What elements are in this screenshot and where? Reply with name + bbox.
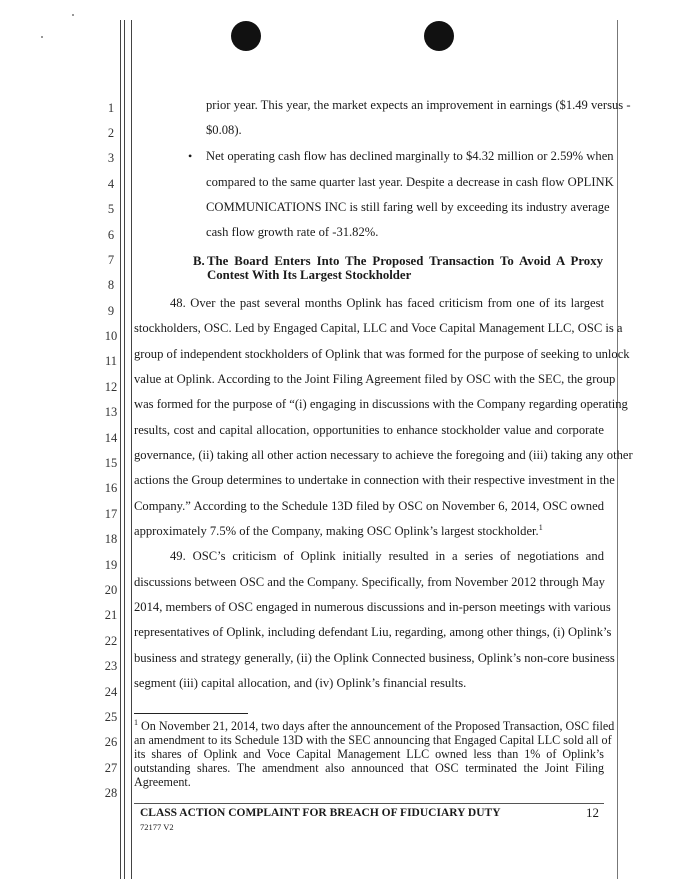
- line-number: 12: [104, 380, 118, 394]
- footnote-line: an amendment to its Schedule 13D with the SEC announcing that Engaged Capital LLC sold all of: [134, 733, 612, 747]
- line-number: 14: [104, 431, 118, 445]
- bullet-marker: •: [188, 149, 193, 163]
- line-number: 9: [107, 304, 115, 318]
- line-number: 17: [104, 507, 118, 521]
- left-margin-rule-outer: [120, 20, 121, 879]
- footnote-line: its shares of Oplink and Voce Capital Management LLC owned less than 1% of Oplink’s: [134, 747, 604, 761]
- footnote-line: $^1$ On November 21, 2014, two days after the announcement of the Proposed Transaction, OSC filed: [134, 717, 615, 733]
- footnote-separator: [134, 713, 248, 714]
- line-number: 20: [104, 583, 118, 597]
- line-number: 7: [107, 253, 115, 267]
- left-text-rule: [131, 20, 132, 879]
- body-line-with-footnote: [134, 519, 543, 544]
- line-number: 5: [107, 202, 115, 216]
- line-number: 23: [104, 659, 118, 673]
- line-number: 25: [104, 710, 118, 724]
- body-line: compared to the same quarter last year. Despite a decrease in cash flow OPLINK: [206, 175, 614, 189]
- section-heading: [193, 254, 603, 282]
- line-number: 8: [107, 278, 115, 292]
- line-number: 26: [104, 735, 118, 749]
- body-line: Net operating cash flow has declined marginally to $4.32 million or 2.59% when: [206, 149, 614, 163]
- body-line: 48. Over the past several months Oplink has faced criticism from one of its largest: [170, 296, 604, 310]
- body-line: COMMUNICATIONS INC is still faring well by exceeding its industry average: [206, 200, 610, 214]
- line-number: 28: [104, 786, 118, 800]
- line-number: 4: [107, 177, 115, 191]
- body-line: business and strategy generally, (ii) the Oplink Connected business, Oplink’s non-core business: [134, 651, 615, 665]
- line-number: 18: [104, 532, 118, 546]
- line-number: 27: [104, 761, 118, 775]
- scan-speck: [72, 14, 74, 16]
- scan-speck: [41, 36, 43, 38]
- body-line: Company.” According to the Schedule 13D filed by OSC on November 6, 2014, OSC owned: [134, 499, 604, 513]
- body-line: prior year. This year, the market expects an improvement in earnings ($1.49 versus -: [206, 98, 631, 112]
- page-number: 12: [586, 805, 599, 820]
- footer-doc-id: 72177 V2: [140, 822, 174, 832]
- body-line: stockholders, OSC. Led by Engaged Capital, LLC and Voce Capital Management LLC, OSC is a: [134, 321, 623, 335]
- body-line: group of independent stockholders of Oplink that was formed for the purpose of seeking to unlock: [134, 347, 630, 361]
- line-number: 6: [107, 228, 115, 242]
- line-number: 11: [104, 354, 118, 368]
- footer-rule: [134, 803, 604, 804]
- footnote-line: Agreement.: [134, 775, 191, 789]
- footnote-reference: 1: [538, 522, 543, 532]
- line-number: 13: [104, 405, 118, 419]
- line-number: 15: [104, 456, 118, 470]
- footer-title: CLASS ACTION COMPLAINT FOR BREACH OF FIDUCIARY DUTY: [140, 807, 501, 819]
- line-number: 19: [104, 558, 118, 572]
- body-line: governance, (ii) taking all other action necessary to achieve the foregoing and (iii) taking any other: [134, 448, 633, 462]
- body-line: 2014, members of OSC engaged in numerous discussions and in-person meetings with various: [134, 600, 611, 614]
- line-number: 10: [104, 329, 118, 343]
- body-line: representatives of Oplink, including defendant Liu, regarding, among other things, (i) Oplink’s: [134, 625, 612, 639]
- body-line: was formed for the purpose of “(i) engaging in discussions with the Company regarding operating: [134, 397, 628, 411]
- body-line: value at Oplink. According to the Joint Filing Agreement filed by OSC with the SEC, the group: [134, 372, 616, 386]
- section-heading-letter: B.: [193, 254, 205, 268]
- body-line: discussions between OSC and the Company. Specifically, from November 2012 through May: [134, 575, 605, 589]
- left-margin-rule-inner: [124, 20, 125, 879]
- body-line: results, cost and capital allocation, opportunities to enhance stockholder value and corporate: [134, 423, 604, 437]
- line-number: 24: [104, 685, 118, 699]
- body-line: 49. OSC’s criticism of Oplink initially resulted in a series of negotiations and: [170, 549, 604, 563]
- body-line: actions the Group determines to undertake in connection with their respective investment in the: [134, 473, 615, 487]
- body-line: cash flow growth rate of -31.82%.: [206, 225, 379, 239]
- line-number: 2: [107, 126, 115, 140]
- section-heading-text: The Board Enters Into The Proposed Transaction To Avoid A Proxy Contest With Its Largest Stockholder: [207, 254, 603, 282]
- body-line: approximately 7.5% of the Company, making OSC Oplink’s largest stockholder.: [134, 524, 539, 538]
- body-line: segment (iii) capital allocation, and (iv) Oplink’s financial results.: [134, 676, 467, 690]
- footnote-marker: 1: [134, 717, 138, 727]
- line-number: 21: [104, 608, 118, 622]
- binder-hole-left: [231, 21, 261, 51]
- body-line: $0.08).: [206, 123, 242, 137]
- line-number: 16: [104, 481, 118, 495]
- line-number: 3: [107, 151, 115, 165]
- line-number: 1: [107, 101, 115, 115]
- footnote-line: outstanding shares. The amendment also announced that OSC terminated the Joint Filing: [134, 761, 604, 775]
- binder-hole-right: [424, 21, 454, 51]
- line-number: 22: [104, 634, 118, 648]
